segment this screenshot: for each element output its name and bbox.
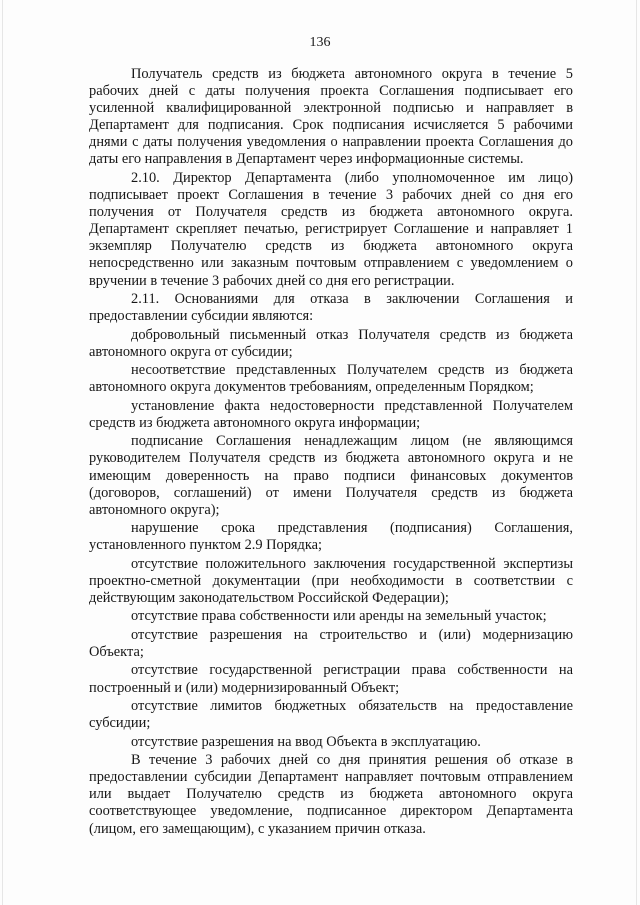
paragraph-2-10: 2.10. Директор Департамента (либо уполномоченное им лицо) подписывает проект Соглашения в течение 3 рабочих дней со дня его получения от Получателя средств из бюджета автономного округа. Департамент скрепляет печатью, регистрирует Соглашение и направляет 1 экземпляр Получателю средств из бюджета автономного округа непосредственно или заказным почтовым отправлением с уведомлением о вручении в течение 3 рабочих дней со дня его регистрации.: [89, 169, 573, 289]
paragraph-refusal-notification: В течение 3 рабочих дней со дня принятия решения об отказе в предоставлении субсидии Департамент направляет почтовым отправлением или выдает Получателю средств из бюджета автономного округа соответствующее уведомление, подписанное директором Департамента (лицом, его замещающим), с указанием причин отказа.: [89, 752, 573, 837]
refusal-reason-item: отсутствие права собственности или аренды на земельный участок;: [131, 608, 547, 625]
refusal-reason-item: нарушение срока представления (подписания) Соглашения, установленного пунктом 2.9 Порядка;: [89, 520, 573, 554]
refusal-reason-item: отсутствие государственной регистрации права собственности на построенный и (или) модернизированный Объект;: [89, 662, 573, 696]
refusal-reason-item: отсутствие положительного заключения государственной экспертизы проектно-сметной документации (при необходимости в соответствии с действующим законодательством Российской Федерации);: [89, 555, 573, 606]
refusal-reason-item: несоответствие представленных Получателем средств из бюджета автономного округа документов требованиям, определенным Порядком;: [89, 362, 573, 396]
paragraph-signing-procedure: Получатель средств из бюджета автономного округа в течение 5 рабочих дней с даты получения проекта Соглашения подписывает его усиленной квалифицированной электронной подписью и направляет в Департамент для подписания. Срок подписания исчисляется 5 рабочими днями с даты получения уведомления о направлении проекта Соглашения до даты его направления в Департамент через информационные системы.: [89, 66, 573, 168]
refusal-reason-item: отсутствие разрешения на ввод Объекта в эксплуатацию.: [131, 733, 481, 750]
refusal-reason-item: добровольный письменный отказ Получателя средств из бюджета автономного округа от субсидии;: [89, 326, 573, 360]
refusal-reason-item: отсутствие разрешения на строительство и (или) модернизацию Объекта;: [89, 626, 573, 660]
paragraph-2-11: 2.11. Основаниями для отказа в заключении Соглашения и предоставлении субсидии являются:: [89, 291, 573, 325]
refusal-reason-item: подписание Соглашения ненадлежащим лицом (не являющимся руководителем Получателя средств из бюджета автономного округа и не имеющим доверенность на право подписи финансовых документов (договоров, соглашений) от имени Получателя средств из бюджета автономного округа);: [89, 433, 573, 518]
refusal-reason-item: отсутствие лимитов бюджетных обязательств на предоставление субсидии;: [89, 698, 573, 732]
scan-edge-right: [636, 0, 637, 905]
document-body: [89, 66, 573, 839]
refusal-reason-item: установление факта недостоверности представленной Получателем средств из бюджета автономного округа информации;: [89, 397, 573, 431]
page-number: 136: [309, 35, 331, 50]
scan-edge-left: [2, 0, 3, 905]
